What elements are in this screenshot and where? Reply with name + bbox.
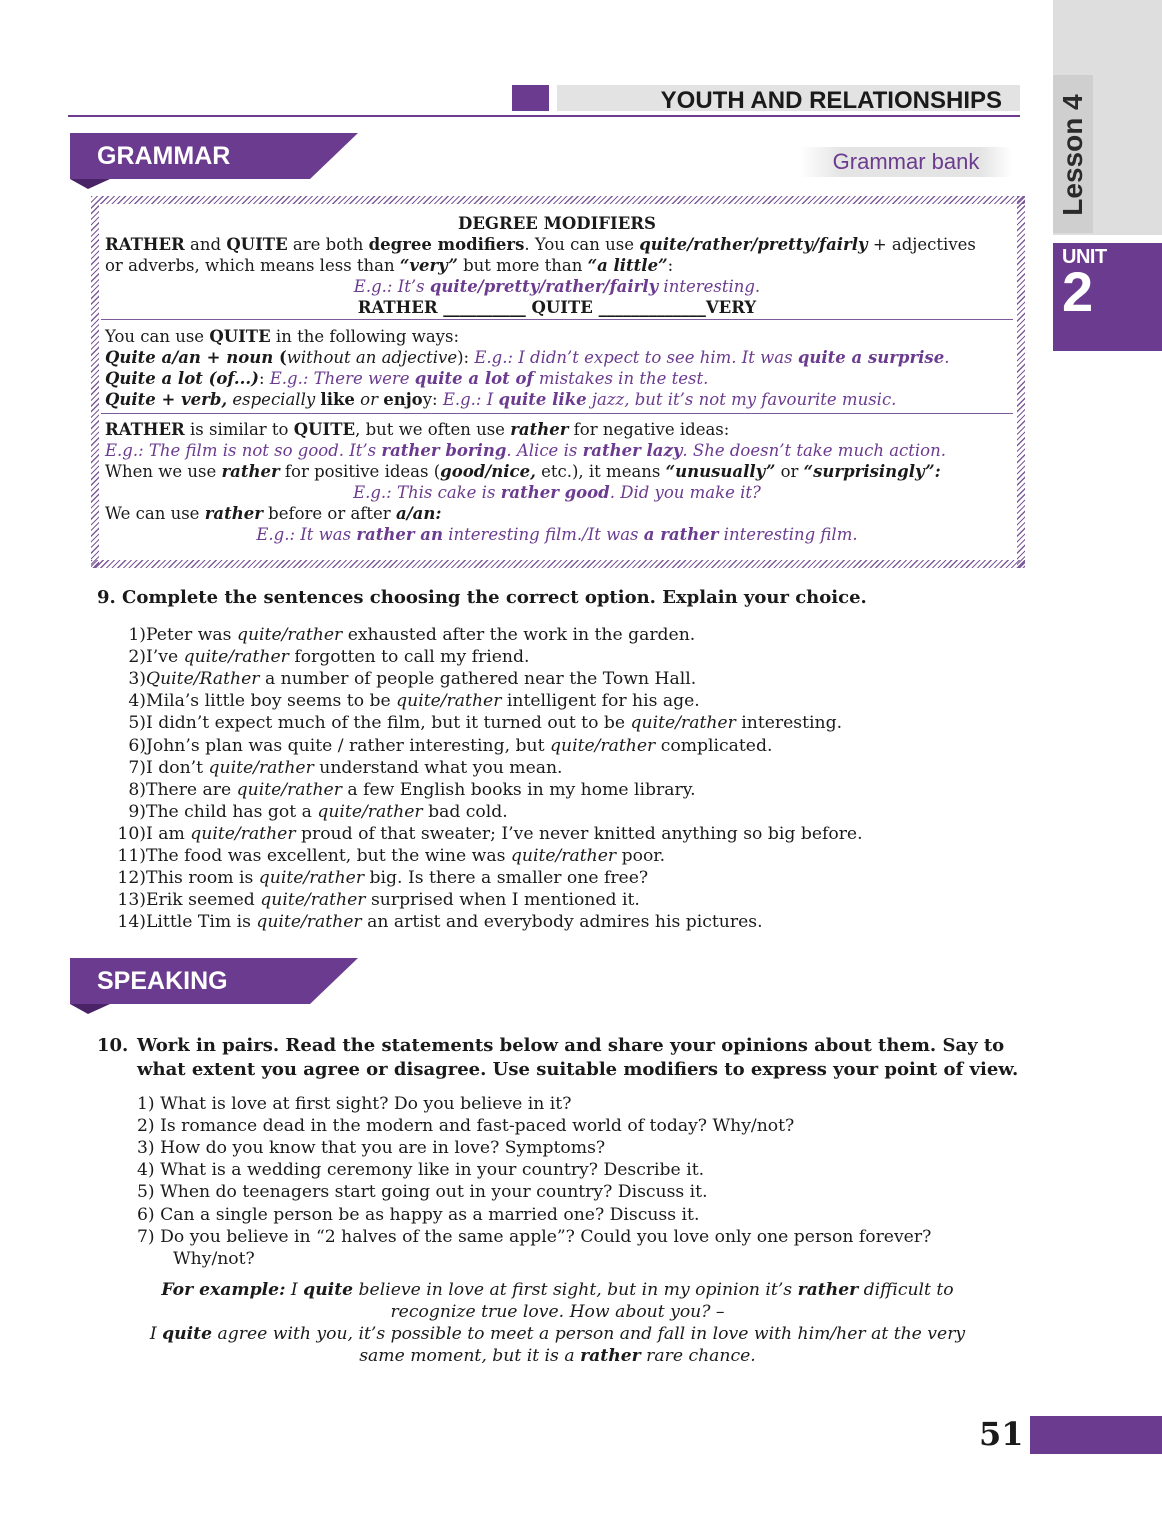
box-heading: DEGREE MODIFIERS: [458, 214, 656, 233]
rather-rule-1: RATHER is similar to QUITE, but we often use rather for negative ideas:: [105, 420, 730, 439]
item-text-after: understand what you mean.: [313, 757, 563, 778]
exercise-10-item: 7) Do you believe in “2 halves of the same apple”? Could you love only one person forever?: [137, 1226, 932, 1247]
item-text-after: exhausted after the work in the garden.: [342, 625, 696, 645]
degree-scale: RATHER __________ QUITE _____________VERY: [357, 298, 757, 317]
page-title: YOUTH AND RELATIONSHIPS: [660, 87, 1002, 114]
exercise-10-line-1: Work in pairs. Read the statements below and share your opinions about them. Say to: [137, 1035, 1005, 1056]
exercise-10-item: Why/not?: [173, 1248, 255, 1269]
item-text-after: proud of that sweater; I’ve never knitted anything so big before.: [295, 823, 863, 844]
item-option: quite/rather: [260, 890, 366, 911]
item-text-before: Little Tim is: [146, 912, 257, 933]
item-number: 1): [128, 625, 146, 645]
exercise-9-item: [110, 668, 696, 690]
item-number: 2): [128, 647, 146, 668]
exercise-10-item: 3) How do you know that you are in love? Symptoms?: [137, 1138, 606, 1159]
item-text-after: surprised when I mentioned it.: [365, 890, 640, 911]
unit-word: UNIT: [1062, 246, 1107, 268]
item-text-before: Peter was: [146, 625, 237, 645]
box-border-bottom: [91, 560, 1025, 568]
item-number: 5): [128, 713, 146, 734]
box-border-top: [91, 196, 1025, 204]
item-option: quite/rather: [258, 868, 365, 889]
exercise-9-item: [110, 823, 863, 845]
rather-example-2: E.g.: This cake is rather good. Did you make it?: [353, 483, 761, 502]
lesson-label: Lesson 4: [1057, 94, 1088, 216]
item-option: quite/rather: [510, 846, 617, 866]
item-number: 9): [128, 801, 146, 822]
item-option: quite/rather: [317, 801, 423, 822]
speaking-banner: [70, 958, 360, 1004]
example-line-1: E.g.: It’s quite/pretty/rather/fairly interesting.: [353, 277, 761, 296]
degree-modifiers-box: [91, 196, 1025, 568]
item-option: quite/rather: [256, 912, 362, 933]
item-number: 10): [117, 823, 146, 844]
item-text-after: big. Is there a smaller one free?: [364, 868, 649, 889]
item-option: quite/rather: [236, 625, 343, 645]
item-text-before: The child has got a: [146, 801, 318, 822]
exercise-9-title: 9. Complete the sentences choosing the correct option. Explain your choice.: [97, 587, 867, 608]
quite-intro: You can use QUITE in the following ways:: [105, 327, 460, 346]
header-rule: [68, 115, 1020, 117]
exercise-10-item: 1) What is love at first sight? Do you believe in it?: [137, 1094, 572, 1114]
example-line-1: For example: I quite believe in love at first sight, but in my opinion it’s rather difficult to: [161, 1280, 954, 1300]
item-number: 4): [128, 691, 146, 712]
exercise-9-item: [110, 779, 696, 801]
item-option: quite/rather: [236, 779, 342, 800]
grammar-bank-label: Grammar bank: [800, 147, 1012, 177]
item-text-before: John’s plan was quite / rather interesting, but: [146, 735, 550, 756]
box-border-left: [91, 196, 99, 568]
item-text-after: interesting.: [735, 713, 843, 734]
item-number: 13): [117, 890, 146, 911]
exercise-9-item: [110, 690, 700, 712]
intro-line-1: RATHER and QUITE are both degree modifiers. You can use quite/rather/pretty/fairly + adjectives: [105, 235, 976, 254]
grammar-banner-label: GRAMMAR: [97, 142, 231, 170]
quite-rule-2: Quite a lot (of...): E.g.: There were quite a lot of mistakes in the test.: [105, 369, 709, 388]
item-text-after: bad cold.: [422, 801, 508, 822]
exercise-10-item: 4) What is a wedding ceremony like in your country? Describe it.: [137, 1160, 705, 1181]
exercise-9-item: [110, 624, 695, 646]
speaking-banner-label: SPEAKING: [97, 967, 228, 995]
item-option: quite/rather: [630, 713, 736, 734]
box-divider: [101, 319, 1013, 320]
rather-rule-2: When we use rather for positive ideas (good/nice, etc.), it means “unusually” or “surprisingly”:: [105, 462, 941, 481]
example-line-3: I quite agree with you, it’s possible to meet a person and fall in love with him/her at the very: [149, 1324, 966, 1344]
item-text-before: I don’t: [146, 757, 209, 778]
item-number: 14): [117, 912, 146, 933]
quite-rule-3: Quite + verb, especially like or enjoy: E.g.: I quite like jazz, but it’s not my favourite music.: [105, 390, 897, 409]
grammar-banner: [70, 133, 360, 179]
item-number: 11): [117, 846, 146, 866]
item-option: quite/rather: [190, 823, 296, 844]
item-option: Quite/Rather: [146, 669, 260, 690]
item-text-before: Erik seemed: [146, 890, 261, 911]
exercise-9-item: [110, 646, 529, 668]
quite-rule-1: Quite a/an + noun (without an adjective): E.g.: I didn’t expect to see him. It was quite a surprise.: [105, 348, 950, 367]
item-option: quite/rather: [208, 757, 314, 778]
item-text-after: an artist and everybody admires his pictures.: [361, 912, 763, 933]
page-number-bar: [1030, 1416, 1162, 1454]
item-number: 12): [117, 868, 146, 889]
item-text-after: a few English books in my home library.: [341, 779, 696, 800]
item-option: quite/rather: [396, 691, 502, 712]
item-option: quite/rather: [550, 735, 656, 756]
item-number: 3): [128, 669, 146, 690]
item-text-before: I didn’t expect much of the film, but it turned out to be: [146, 713, 631, 734]
item-text-after: complicated.: [655, 735, 773, 756]
box-divider: [101, 413, 1013, 414]
unit-number: 2: [1062, 260, 1094, 323]
item-number: 7): [128, 757, 146, 778]
rather-example-3: E.g.: It was rather an interesting film./It was a rather interesting film.: [256, 525, 858, 544]
item-number: 8): [128, 779, 146, 800]
page-number: 51: [979, 1415, 1024, 1453]
item-text-before: I am: [146, 823, 191, 844]
exercise-9-item: [110, 801, 508, 823]
item-text-before: The food was excellent, but the wine was: [146, 846, 511, 866]
item-text-before: This room is: [146, 868, 259, 889]
item-text-after: poor.: [616, 846, 666, 866]
item-option: quite/rather: [183, 647, 289, 668]
exercise-9-item: [110, 911, 763, 933]
box-content: [101, 208, 1013, 556]
header-accent-square: [512, 85, 549, 111]
example-line-2: recognize true love. How about you? –: [390, 1302, 725, 1322]
rather-rule-3: We can use rather before or after a/an:: [105, 504, 442, 523]
exercise-9-item: [110, 735, 772, 757]
speaking-example: [90, 1279, 1025, 1367]
item-text-before: There are: [146, 779, 237, 800]
item-text-after: intelligent for his age.: [501, 691, 700, 712]
example-line-4: same moment, but it is a rather rare chance.: [359, 1346, 756, 1366]
item-text-before: I’ve: [146, 647, 184, 668]
item-text-after: a number of people gathered near the Town Hall.: [259, 669, 697, 690]
intro-line-2: or adverbs, which means less than “very” but more than “a little”:: [105, 256, 674, 275]
item-text-before: Mila’s little boy seems to be: [146, 691, 397, 712]
item-number: 6): [128, 735, 146, 756]
exercise-9-item: [110, 712, 842, 734]
exercise-9-item: [110, 757, 563, 779]
exercise-9-item: [110, 845, 665, 867]
exercise-10-item: 6) Can a single person be as happy as a married one? Discuss it.: [137, 1204, 700, 1225]
exercise-10-line-2: what extent you agree or disagree. Use suitable modifiers to express your point of view.: [137, 1059, 1019, 1080]
exercise-9-item: [110, 867, 648, 889]
item-text-after: forgotten to call my friend.: [288, 647, 530, 668]
box-border-right: [1017, 196, 1025, 568]
exercise-10-number: 10.: [97, 1035, 129, 1056]
rather-example-1: E.g.: The film is not so good. It’s rather boring. Alice is rather lazy. She doesn’t take much action.: [105, 441, 946, 460]
exercise-9-item: [110, 889, 640, 911]
exercise-10-item: 2) Is romance dead in the modern and fast-paced world of today? Why/not?: [137, 1116, 795, 1137]
exercise-10-item: 5) When do teenagers start going out in your country? Discuss it.: [137, 1182, 708, 1203]
